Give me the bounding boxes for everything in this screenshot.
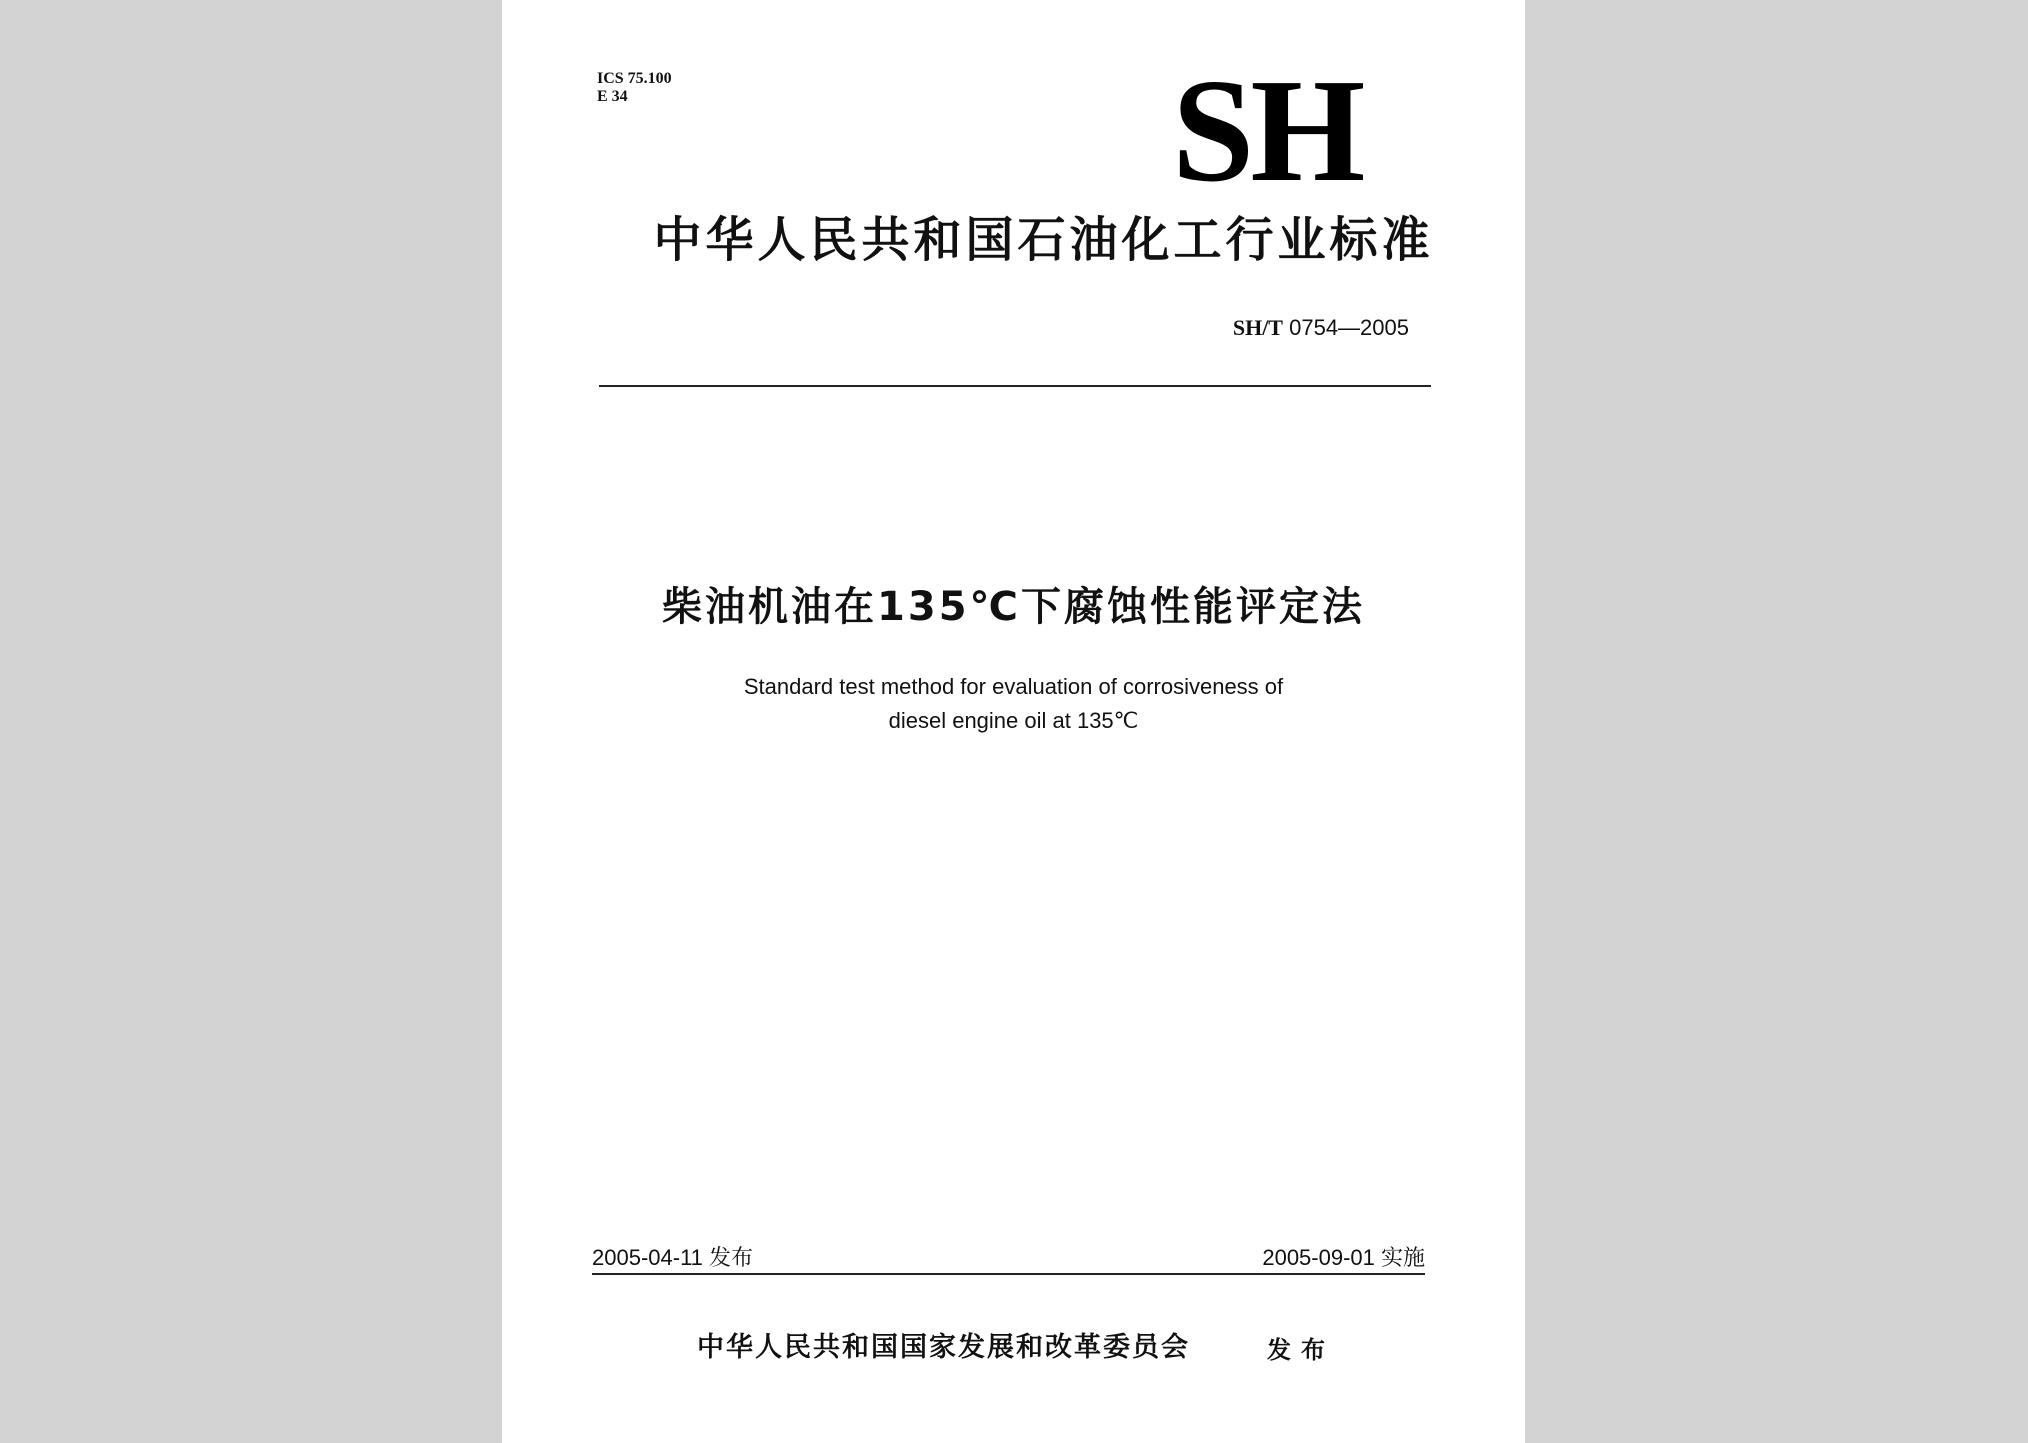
publisher-name: 中华人民共和国国家发展和改革委员会 (697, 1332, 1190, 1363)
standard-code-prefix: SH/T (1232, 315, 1283, 340)
english-title-line-1: Standard test method for evaluation of corrosiveness of (743, 674, 1284, 699)
footer-divider (592, 1273, 1425, 1275)
header-divider (599, 385, 1431, 387)
standard-code-number: 0754—2005 (1289, 315, 1409, 340)
ics-code: ICS 75.100 (597, 70, 672, 87)
standard-code (1233, 315, 1409, 341)
effective-date: 2005-09-01 实施 (1262, 1245, 1425, 1270)
industry-standard-heading: 中华人民共和国石油化工行业标准 (653, 212, 1434, 268)
publish-label: 发布 (1267, 1336, 1335, 1364)
classification-codes (597, 70, 672, 106)
issue-date: 2005-04-11 发布 (592, 1245, 754, 1270)
document-page (502, 0, 1525, 1443)
sh-logo: SH (1172, 49, 1362, 213)
english-title-line-2: diesel engine oil at 135℃ (888, 708, 1139, 733)
document-title-chinese: 柴油机油在135℃下腐蚀性能评定法 (662, 584, 1365, 630)
ccs-code: E 34 (597, 88, 628, 105)
document-title-english (502, 670, 1525, 738)
